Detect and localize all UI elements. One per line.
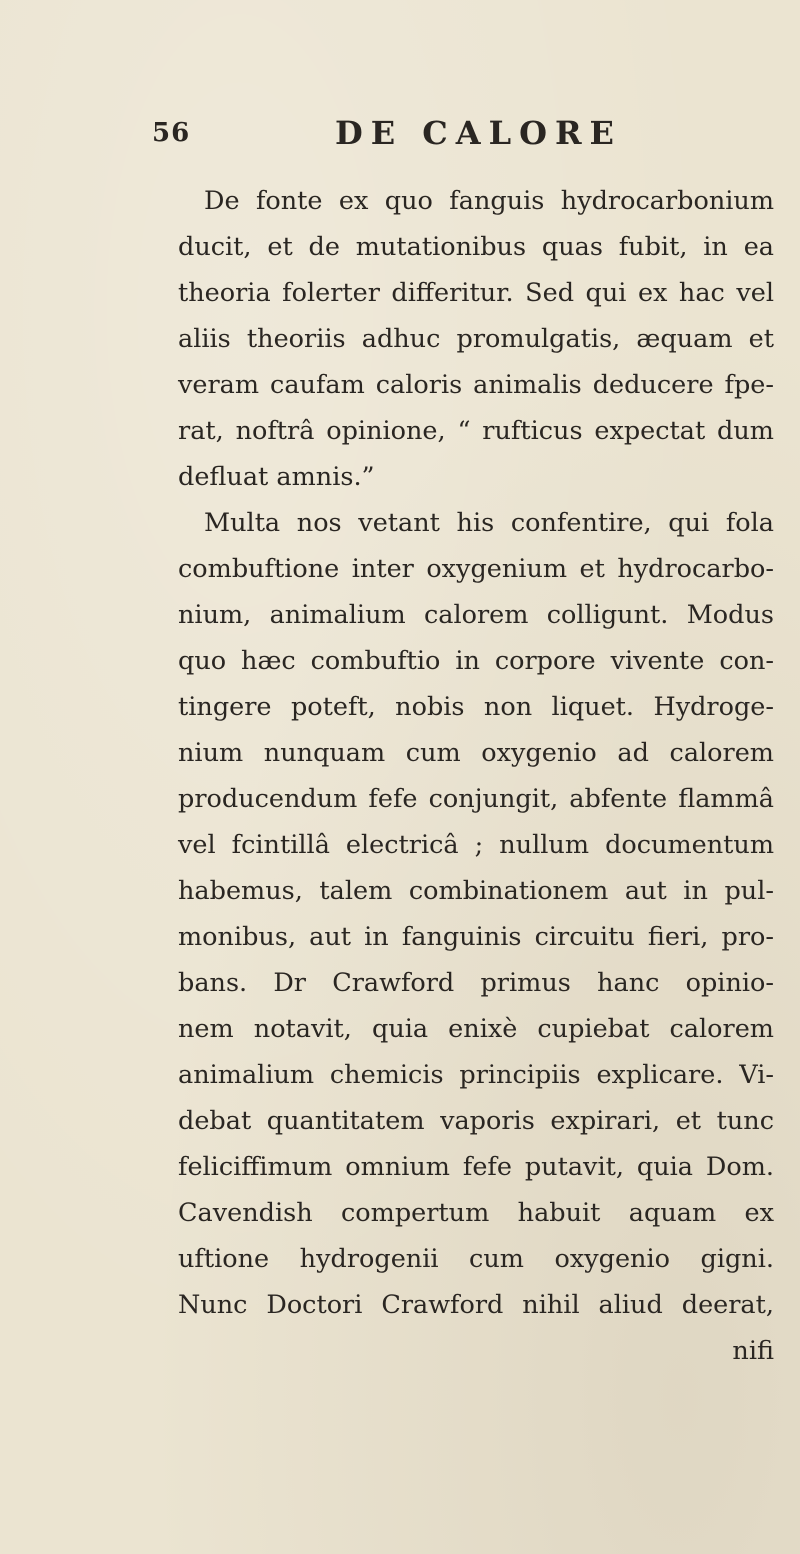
text-line: feliciffimum omnium fefe putavit, quia Dom. [178, 1152, 774, 1182]
text-line: ducit, et de mutationibus quas fubit, in ea [178, 232, 774, 262]
text-line: uftione hydrogenii cum oxygenio gigni. [178, 1244, 774, 1274]
text-line: veram caufam caloris animalis deducere fpe- [178, 370, 774, 400]
running-title: DE CALORE [335, 114, 622, 152]
text-line: monibus, aut in fanguinis circuitu fieri, pro- [178, 922, 774, 952]
body-text [178, 178, 774, 1374]
text-line: nium, animalium calorem colligunt. Modus [178, 600, 774, 630]
page-number: 56 [152, 118, 191, 148]
text-line: combuftione inter oxygenium et hydrocarbo- [178, 554, 774, 584]
catchword: nifi [732, 1336, 774, 1366]
text-line: debat quantitatem vaporis expirari, et tunc [178, 1106, 774, 1136]
text-line: theoria folerter differitur. Sed qui ex hac vel [178, 278, 774, 308]
text-line: vel fcintillâ electricâ ; nullum documentum [178, 830, 774, 860]
text-line: Multa nos vetant his confentire, qui fola [204, 508, 774, 538]
text-line: rat, noftrâ opinione, “ rufticus expectat dum [178, 416, 774, 446]
text-line: habemus, talem combinationem aut in pul- [178, 876, 774, 906]
text-line: Cavendish compertum habuit aquam ex [178, 1198, 774, 1228]
text-line: animalium chemicis principiis explicare. Vi- [178, 1060, 774, 1090]
text-line: nium nunquam cum oxygenio ad calorem [178, 738, 774, 768]
text-line: tingere poteft, nobis non liquet. Hydroge- [178, 692, 774, 722]
text-line: aliis theoriis adhuc promulgatis, æquam et [178, 324, 774, 354]
text-line: nem notavit, quia enixè cupiebat calorem [178, 1014, 774, 1044]
text-line: Nunc Doctori Crawford nihil aliud deerat, [178, 1290, 774, 1320]
text-line: bans. Dr Crawford primus hanc opinio- [178, 968, 774, 998]
text-line: De fonte ex quo fanguis hydrocarbonium [204, 186, 774, 216]
text-line: quo hæc combuftio in corpore vivente con- [178, 646, 774, 676]
text-line: producendum fefe conjungit, abfente flammâ [178, 784, 774, 814]
text-line: defluat amnis.” [178, 462, 375, 492]
